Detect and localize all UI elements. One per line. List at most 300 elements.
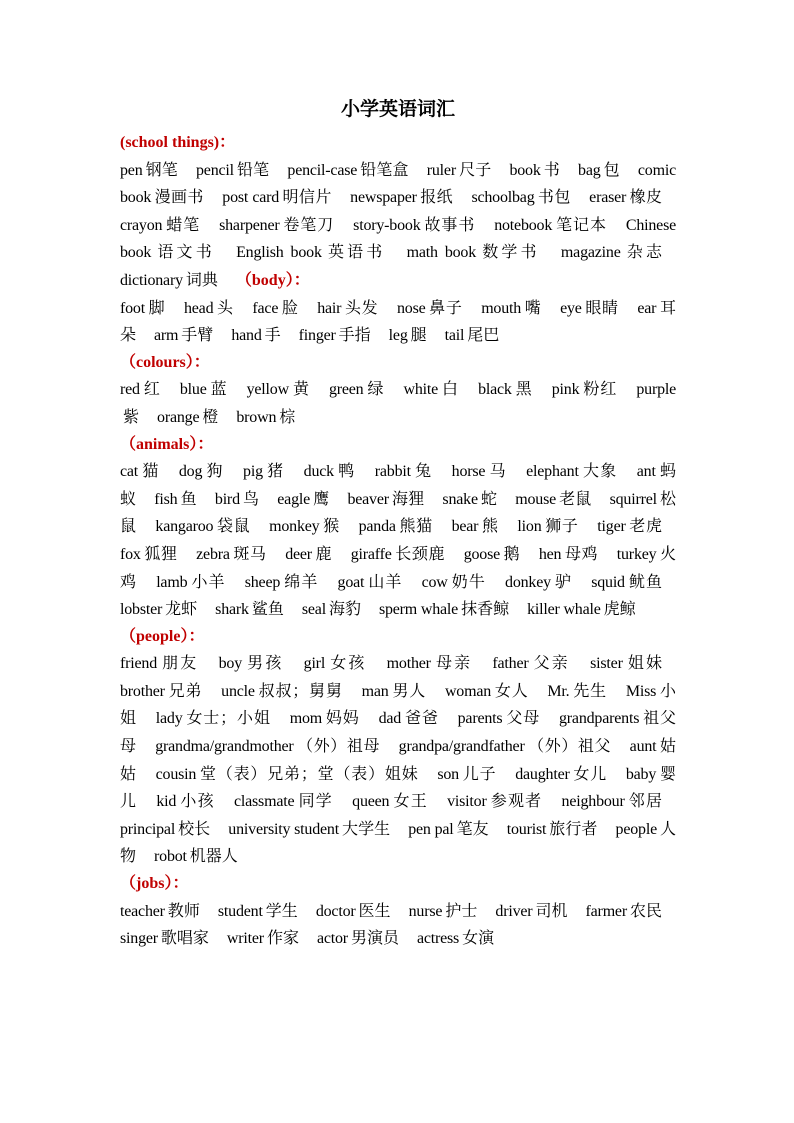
- vocab-entry: [219, 214, 335, 234]
- vocab-english: notebook: [494, 216, 553, 234]
- vocab-chinese: 教师: [167, 900, 200, 920]
- vocab-entry: [329, 381, 385, 398]
- vocab-entry: [350, 543, 446, 563]
- vocab-chinese: 父母: [505, 708, 541, 728]
- vocab-chinese: 祖父母: [120, 708, 676, 756]
- vocab-chinese: 龙虾: [165, 599, 198, 619]
- vocab-english: snake: [442, 490, 478, 508]
- vocab-english: mouse: [515, 490, 557, 508]
- vocab-chinese: 狮子: [544, 516, 579, 536]
- vocab-entry: [590, 655, 662, 672]
- vocab-entry: [527, 601, 636, 618]
- section-heading-animals: （animals）：: [120, 435, 214, 453]
- vocab-chinese: 头发: [344, 297, 379, 317]
- vocab-english: sheep: [244, 573, 281, 591]
- vocab-chinese: 小孩: [179, 791, 215, 811]
- vocab-chinese: 红: [142, 379, 161, 399]
- vocab-entry: [407, 244, 540, 261]
- vocab-english: goat: [337, 573, 365, 591]
- vocab-english: finger: [298, 327, 336, 345]
- vocab-entry: [359, 518, 433, 535]
- vocab-english: comic book: [120, 161, 676, 207]
- vocab-chinese: 学生: [265, 900, 298, 920]
- section-heading-jobs: （jobs）：: [120, 875, 189, 893]
- vocab-english: horse: [451, 463, 486, 481]
- vocab-english: nose: [396, 299, 426, 317]
- vocab-english: girl: [303, 655, 326, 673]
- vocab-chinese: 妈妈: [325, 708, 360, 728]
- vocab-chinese: 女士；小姐: [185, 708, 271, 728]
- vocab-entry: [222, 189, 331, 206]
- vocab-entry: [243, 463, 284, 480]
- vocab-english: woman: [444, 682, 492, 700]
- vocab-english: hand: [231, 327, 262, 345]
- vocab-english: aunt: [629, 738, 657, 756]
- vocab-entry: [221, 680, 343, 700]
- vocab-chinese: 姐妹: [625, 653, 662, 673]
- vocab-english: bag: [578, 161, 601, 179]
- vocab-entry: [597, 518, 662, 535]
- vocab-english: pig: [243, 463, 263, 481]
- vocab-chinese: 腿: [410, 325, 427, 345]
- vocab-entry: [458, 710, 540, 727]
- vocab-chinese: 蚂蚁: [120, 461, 676, 508]
- vocab-english: panda: [358, 518, 396, 536]
- vocab-english: bird: [214, 490, 240, 508]
- vocab-chinese: 尾巴: [467, 325, 500, 345]
- vocab-entry: [236, 244, 385, 261]
- vocab-entry: [494, 214, 607, 234]
- vocab-chinese: 大学生: [341, 818, 391, 838]
- vocab-english: eye: [560, 299, 582, 317]
- vocab-chinese: 手: [264, 325, 281, 345]
- vocab-entry: [120, 269, 218, 289]
- vocab-chinese: 火鸡: [120, 543, 677, 591]
- vocab-chinese: 农民: [629, 900, 663, 920]
- vocab-english: classmate: [233, 793, 295, 811]
- vocab-chinese: 铅笔盒: [360, 159, 409, 179]
- vocab-entry: [315, 900, 391, 920]
- vocab-entry: [426, 159, 492, 179]
- vocab-english: lobster: [120, 601, 163, 619]
- vocab-chinese: 海豹: [328, 599, 361, 619]
- vocab-entry: [120, 159, 178, 179]
- vocab-entry: [155, 518, 250, 535]
- vocab-chinese: 参观者: [489, 791, 543, 811]
- vocab-chinese: 旅行者: [549, 818, 598, 838]
- vocab-list-jobs: [120, 898, 676, 953]
- vocab-english: hen: [538, 545, 562, 563]
- vocab-chinese: 男人: [391, 680, 427, 700]
- vocab-entry: [389, 327, 427, 344]
- vocab-english: uncle: [221, 682, 255, 700]
- vocab-english: deer: [285, 545, 312, 563]
- vocab-list-animals: [120, 458, 676, 624]
- vocab-english: cow: [421, 573, 448, 591]
- vocab-chinese: 眼睛: [584, 297, 619, 317]
- vocab-chinese: 堂（表）兄弟；堂（表）姐妹: [199, 763, 419, 783]
- vocab-entry: [526, 463, 617, 480]
- vocab-chinese: 马: [488, 461, 507, 481]
- vocab-chinese: 熊猫: [398, 516, 433, 536]
- vocab-chinese: 鹿: [314, 543, 333, 563]
- vocab-chinese: 耳朵: [120, 297, 676, 345]
- vocab-entry: [408, 900, 478, 920]
- vocab-entry: [509, 159, 560, 179]
- vocab-english: tail: [444, 327, 465, 345]
- vocab-entry: [120, 214, 201, 234]
- vocab-chinese: 猫: [141, 461, 160, 481]
- vocab-english: baby: [625, 765, 657, 783]
- vocab-entry: [120, 680, 203, 700]
- vocab-chinese: 大象: [581, 461, 618, 481]
- vocab-entry: [304, 463, 356, 480]
- vocab-entry: [252, 297, 299, 317]
- vocab-chinese: 鱿鱼: [627, 571, 663, 591]
- vocab-entry: [396, 297, 463, 317]
- vocab-entry: [227, 930, 299, 947]
- section-heading-body: （body）：: [235, 271, 310, 289]
- vocab-chinese: 嘴: [524, 297, 542, 317]
- vocab-chinese: 奶牛: [450, 571, 486, 591]
- vocab-list-people: [120, 650, 676, 871]
- vocab-english: dictionary: [120, 271, 183, 289]
- vocab-chinese: 书包: [537, 187, 571, 207]
- vocab-english: lion: [517, 518, 542, 536]
- vocab-list-colours: [120, 376, 676, 431]
- vocab-entry: [447, 793, 542, 810]
- vocab-english: teacher: [120, 902, 165, 920]
- vocab-chinese: 狗: [205, 461, 224, 481]
- vocab-entry: [445, 327, 500, 344]
- vocab-english: donkey: [505, 573, 551, 591]
- vocab-english: crayon: [120, 216, 163, 234]
- vocab-english: fish: [154, 490, 178, 508]
- vocab-entry: [387, 655, 473, 672]
- vocab-english: story-book: [353, 216, 421, 234]
- vocab-english: parents: [457, 710, 503, 728]
- vocab-english: cat: [120, 463, 139, 481]
- vocab-english: neighbour: [561, 793, 625, 811]
- vocab-entry: [361, 680, 427, 700]
- vocab-entry: [247, 381, 310, 398]
- vocab-chinese: 钢笔: [145, 159, 178, 179]
- vocab-entry: [347, 488, 425, 508]
- vocab-chinese: 医生: [358, 900, 391, 920]
- vocab-chinese: 卷笔刀: [282, 214, 335, 234]
- vocab-entry: [399, 738, 611, 755]
- vocab-entry: [277, 488, 330, 508]
- vocab-entry: [157, 406, 219, 426]
- vocab-chinese: 男演员: [350, 928, 399, 948]
- vocab-english: arm: [154, 327, 179, 345]
- vocab-chinese: 女孩: [328, 653, 367, 673]
- vocab-entry: [299, 327, 371, 344]
- vocab-entry: [154, 327, 213, 344]
- vocab-entry: [506, 818, 598, 838]
- vocab-english: bear: [451, 518, 479, 536]
- vocab-entry: [350, 189, 453, 206]
- vocab-entry: [155, 763, 419, 783]
- vocab-chinese: 书: [543, 159, 560, 179]
- vocab-chinese: 猴: [322, 516, 340, 536]
- vocab-english: elephant: [526, 463, 579, 481]
- vocab-chinese: 绿: [366, 379, 385, 399]
- vocab-chinese: 鸭: [336, 461, 356, 481]
- vocab-english: kangaroo: [155, 518, 214, 536]
- vocab-english: green: [328, 381, 364, 399]
- vocab-english: pencil: [196, 161, 234, 179]
- vocab-english: grandpa/grandfather: [398, 738, 525, 756]
- vocab-chinese: 尺子: [458, 159, 492, 179]
- vocab-chinese: 明信片: [282, 187, 332, 207]
- vocab-chinese: 驴: [553, 571, 573, 591]
- vocab-entry: [120, 543, 178, 563]
- vocab-english: dog: [178, 463, 203, 481]
- vocab-english: brother: [120, 682, 165, 700]
- vocab-entry: [219, 655, 284, 672]
- vocab-chinese: 脚: [147, 297, 166, 317]
- vocab-entry: [353, 214, 476, 234]
- vocab-english: orange: [157, 408, 200, 426]
- vocab-english: red: [120, 381, 140, 399]
- vocab-english: squid: [591, 573, 625, 591]
- vocab-english: people: [615, 820, 657, 838]
- vocab-entry: [585, 900, 663, 920]
- vocab-chinese: 女人: [494, 680, 529, 700]
- vocab-english: duck: [303, 463, 334, 481]
- vocab-chinese: 山羊: [367, 571, 403, 591]
- vocab-entry: [269, 518, 340, 535]
- vocab-chinese: 脸: [281, 297, 299, 317]
- vocab-entry: [285, 543, 333, 563]
- vocab-english: lamb: [156, 573, 188, 591]
- vocab-english: Mr.: [547, 682, 570, 700]
- vocab-chinese: 笔记本: [555, 214, 607, 234]
- vocab-entry: [492, 655, 570, 672]
- vocab-entry: [196, 543, 267, 563]
- vocab-english: pencil-case: [287, 161, 358, 179]
- vocab-entry: [120, 900, 200, 920]
- vocab-chinese: 虎鲸: [603, 599, 636, 619]
- vocab-english: cousin: [155, 765, 197, 783]
- vocab-entry: [120, 463, 160, 480]
- vocab-english: lady: [155, 710, 183, 728]
- vocab-english: robot: [154, 848, 187, 866]
- vocab-chinese: 鹰: [313, 488, 330, 508]
- vocab-english: visitor: [447, 793, 487, 811]
- vocab-english: tiger: [597, 518, 626, 536]
- vocab-chinese: （外）祖母: [296, 736, 381, 756]
- vocab-english: writer: [226, 930, 264, 948]
- vocab-english: tourist: [506, 820, 547, 838]
- vocab-english: kid: [156, 793, 177, 811]
- vocab-chinese: 父亲: [531, 653, 570, 673]
- vocab-english: eagle: [277, 490, 311, 508]
- vocab-chinese: 小羊: [190, 571, 226, 591]
- vocab-list-school-things: [120, 157, 676, 295]
- vocab-chinese: 长颈鹿: [394, 543, 446, 563]
- vocab-entry: [244, 571, 319, 591]
- vocab-chinese: 鼻子: [428, 297, 463, 317]
- vocab-entry: [287, 159, 409, 179]
- vocab-english: daughter: [515, 765, 570, 783]
- vocab-entry: [120, 818, 211, 838]
- vocab-entry: [120, 297, 166, 317]
- vocab-entry: [561, 244, 662, 261]
- vocab-english: seal: [301, 601, 326, 619]
- vocab-entry: [552, 381, 618, 398]
- vocab-chinese: 绵羊: [283, 571, 319, 591]
- vocab-english: black: [478, 381, 512, 399]
- vocab-entry: [290, 710, 360, 727]
- vocab-entry: [156, 793, 214, 810]
- vocab-entry: [154, 488, 197, 508]
- vocab-english: foot: [120, 299, 145, 317]
- vocab-english: eraser: [589, 189, 627, 207]
- vocab-entry: [578, 159, 620, 179]
- vocab-english: goose: [463, 545, 501, 563]
- vocab-chinese: 女演: [462, 928, 495, 948]
- vocab-entry: [236, 406, 296, 426]
- vocab-english: face: [252, 299, 279, 317]
- vocab-entry: [505, 571, 573, 591]
- vocab-chinese: 笔友: [456, 818, 489, 838]
- vocab-english: book: [509, 161, 541, 179]
- vocab-entry: [452, 518, 499, 535]
- vocab-english: schoolbag: [471, 189, 535, 207]
- vocab-english: brown: [236, 408, 277, 426]
- vocab-entry: [302, 601, 361, 618]
- vocab-entry: [180, 381, 228, 398]
- vocab-chinese: 姑姑: [120, 736, 677, 783]
- vocab-english: leg: [388, 327, 408, 345]
- vocab-entry: [228, 818, 391, 838]
- vocab-chinese: 粉红: [582, 379, 618, 399]
- vocab-chinese: 铅笔: [236, 159, 270, 179]
- vocab-english: squirrel: [609, 490, 657, 508]
- vocab-english: pen: [120, 161, 143, 179]
- vocab-entry: [495, 900, 568, 920]
- vocab-chinese: 蜡笔: [165, 214, 201, 234]
- vocab-entry: [444, 680, 529, 700]
- vocab-english: farmer: [585, 902, 627, 920]
- vocab-english: student: [217, 902, 263, 920]
- vocab-chinese: 漫画书: [154, 187, 204, 207]
- vocab-chinese: 黑: [514, 379, 533, 399]
- vocab-chinese: 司机: [535, 900, 568, 920]
- section-heading-school-things: (school things)：: [120, 134, 236, 151]
- vocab-chinese: 猪: [265, 461, 285, 481]
- vocab-entry: [421, 571, 486, 591]
- vocab-entry: [156, 571, 226, 591]
- vocab-entry: [538, 543, 599, 563]
- vocab-chinese: 语文书: [154, 242, 215, 262]
- vocab-english: ruler: [426, 161, 456, 179]
- vocab-entry: [589, 189, 662, 206]
- vocab-english: friend: [120, 655, 158, 673]
- vocab-entry: [481, 297, 542, 317]
- vocab-english: white: [403, 381, 439, 399]
- vocab-chinese: 鱼: [180, 488, 197, 508]
- vocab-entry: [196, 159, 270, 179]
- vocab-english: zebra: [196, 545, 230, 563]
- vocab-entry: [591, 571, 663, 591]
- vocab-chinese: 兄弟: [167, 680, 203, 700]
- vocab-entry: [317, 930, 399, 947]
- vocab-chinese: 手臂: [181, 325, 214, 345]
- vocab-english: grandparents: [558, 710, 640, 728]
- vocab-entry: [437, 763, 497, 783]
- vocab-english: nurse: [408, 902, 443, 920]
- vocab-english: actress: [416, 930, 460, 948]
- vocab-english: actor: [316, 930, 348, 948]
- vocab-entry: [304, 655, 367, 672]
- vocab-english: singer: [120, 930, 158, 948]
- vocab-chinese: 橙: [202, 406, 219, 426]
- vocab-chinese: 数学书: [479, 242, 540, 262]
- vocab-chinese: 朋友: [160, 653, 199, 673]
- vocab-chinese: 鸟: [242, 488, 260, 508]
- vocab-entry: [562, 793, 662, 810]
- vocab-chinese: 手指: [338, 325, 371, 345]
- vocab-english: shark: [215, 601, 249, 619]
- vocab-english: principal: [120, 820, 176, 838]
- vocab-chinese: 作家: [266, 928, 299, 948]
- vocab-entry: [478, 381, 533, 398]
- vocab-entry: [471, 189, 570, 206]
- vocab-chinese: 叔叔；舅舅: [257, 680, 343, 700]
- vocab-chinese: 机器人: [189, 846, 238, 866]
- vocab-chinese: 同学: [297, 791, 333, 811]
- vocab-english: English book: [236, 244, 322, 262]
- vocab-entry: [560, 297, 619, 317]
- vocab-chinese: 护士: [445, 900, 478, 920]
- vocab-chinese: 松鼠: [120, 488, 676, 536]
- vocab-entry: [217, 900, 298, 920]
- vocab-chinese: 婴儿: [120, 763, 676, 811]
- vocab-entry: [463, 543, 521, 563]
- vocab-chinese: 英语书: [324, 242, 386, 262]
- vocab-chinese: 邻居: [627, 791, 662, 811]
- vocab-english: mother: [386, 655, 431, 673]
- vocab-entry: [231, 327, 280, 344]
- vocab-english: pen pal: [408, 820, 454, 838]
- vocab-english: sperm whale: [378, 601, 459, 619]
- vocab-entry: [120, 381, 161, 398]
- vocab-chinese: 蛇: [480, 488, 498, 508]
- vocab-entry: [375, 463, 433, 480]
- vocab-entry: [234, 793, 333, 810]
- vocab-english: hair: [317, 299, 342, 317]
- vocab-entry: [317, 297, 379, 317]
- vocab-english: yellow: [246, 381, 289, 399]
- vocab-entry: [214, 488, 260, 508]
- vocab-english: mouth: [481, 299, 522, 317]
- vocab-chinese: 鲨鱼: [251, 599, 284, 619]
- vocab-english: giraffe: [350, 545, 392, 563]
- vocab-chinese: 兔: [413, 461, 433, 481]
- vocab-entry: [183, 297, 234, 317]
- vocab-english: driver: [495, 902, 533, 920]
- vocab-chinese: 小姐: [120, 680, 676, 728]
- vocab-chinese: 先生: [572, 680, 607, 700]
- vocab-chinese: 歌唱家: [160, 928, 209, 948]
- vocab-english: post card: [222, 189, 280, 207]
- vocab-entry: [337, 571, 403, 591]
- vocab-entry: [120, 655, 198, 672]
- vocab-english: ant: [636, 463, 656, 481]
